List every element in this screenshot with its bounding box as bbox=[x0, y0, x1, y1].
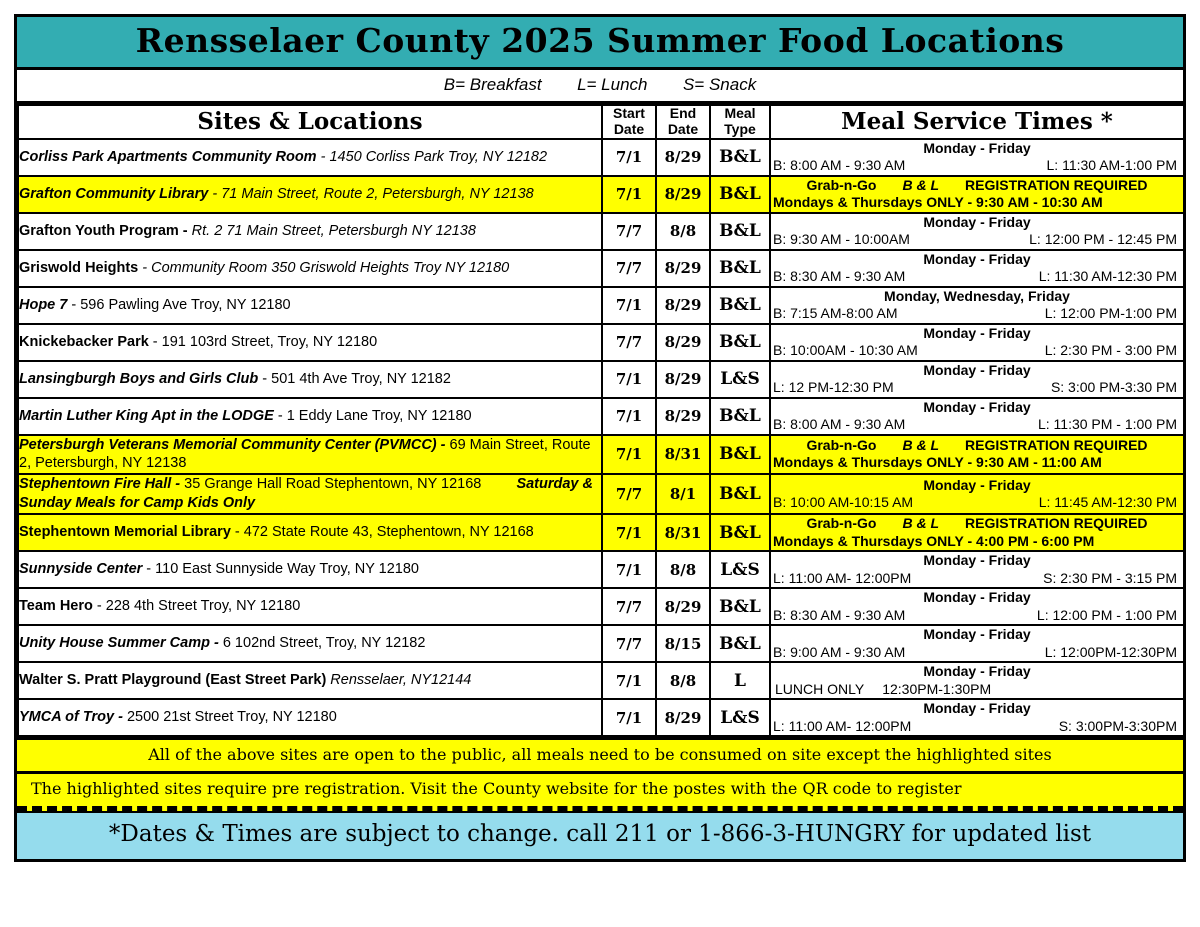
service-days: Monday - Friday bbox=[923, 213, 1031, 230]
end-date-cell: 8/29 bbox=[656, 176, 710, 213]
service-times-row bbox=[771, 157, 1183, 175]
grab-n-go-label: Grab-n-Go bbox=[806, 515, 877, 532]
service-time-right: L: 11:45 AM-12:30 PM bbox=[1038, 494, 1177, 511]
start-date-cell: 7/1 bbox=[602, 662, 656, 699]
service-time-right: L: 11:30 PM - 1:00 PM bbox=[1037, 416, 1177, 433]
service-time-right: L: 11:30 AM-1:00 PM bbox=[1046, 157, 1177, 174]
site-address: - 71 Main Street, Route 2, Petersburgh, NY 12138 bbox=[208, 185, 534, 202]
site-cell bbox=[18, 176, 602, 213]
end-date-cell: 8/29 bbox=[656, 287, 710, 324]
site-cell bbox=[18, 139, 602, 176]
meal-times-cell bbox=[770, 625, 1184, 662]
meal-type-cell: B&L bbox=[710, 514, 770, 551]
service-time-left: B: 8:30 AM - 9:30 AM bbox=[773, 606, 906, 623]
service-time-right: S: 2:30 PM - 3:15 PM bbox=[1043, 569, 1177, 586]
site-name: YMCA of Troy - bbox=[19, 709, 127, 726]
meal-type-cell: L&S bbox=[710, 699, 770, 736]
meal-type-cell: B&L bbox=[710, 139, 770, 176]
end-date-line1: End bbox=[669, 105, 697, 122]
start-date-cell: 7/1 bbox=[602, 287, 656, 324]
service-time-left: B: 10:00AM - 10:30 AM bbox=[773, 342, 918, 359]
service-days: Monday, Wednesday, Friday bbox=[884, 287, 1070, 304]
page-title: Rensselaer County 2025 Summer Food Locations bbox=[135, 21, 1065, 60]
site-cell bbox=[18, 514, 602, 551]
site-name: Grafton Community Library bbox=[19, 185, 209, 202]
start-date-cell: 7/1 bbox=[602, 139, 656, 176]
meal-codes-label: B & L bbox=[902, 436, 940, 453]
end-date-cell: 8/29 bbox=[656, 398, 710, 435]
column-header-meal-service-times: Meal Service Times * bbox=[770, 105, 1184, 138]
service-days: Monday - Friday bbox=[923, 700, 1031, 717]
end-date-cell: 8/29 bbox=[656, 250, 710, 287]
site-cell bbox=[18, 662, 602, 699]
site-address: 6 102nd Street, Troy, NY 12182 bbox=[222, 635, 426, 652]
service-days-times: Mondays & Thursdays ONLY - 4:00 PM - 6:00 PM bbox=[773, 532, 1095, 549]
meal-times-cell bbox=[770, 662, 1184, 699]
table-row bbox=[18, 588, 1184, 625]
service-days: Monday - Friday bbox=[923, 139, 1031, 156]
site-cell bbox=[18, 361, 602, 398]
service-times-row bbox=[771, 416, 1183, 434]
meal-type-cell: B&L bbox=[710, 625, 770, 662]
site-address: - 191 103rd Street, Troy, NY 12180 bbox=[148, 333, 378, 350]
service-days: Monday - Friday bbox=[923, 324, 1031, 341]
site-address: 35 Grange Hall Road Stephentown, NY 12168 bbox=[184, 476, 482, 493]
site-cell bbox=[18, 213, 602, 250]
start-date-cell: 7/1 bbox=[602, 176, 656, 213]
service-days: Monday - Friday bbox=[923, 398, 1031, 415]
service-times-row bbox=[771, 305, 1183, 323]
meal-times-cell bbox=[770, 139, 1184, 176]
meal-times-cell bbox=[770, 699, 1184, 736]
lunch-only-line bbox=[771, 681, 1183, 699]
start-date-line1: Start bbox=[613, 105, 645, 122]
start-date-cell: 7/1 bbox=[602, 435, 656, 475]
registration-required-label: REGISTRATION REQUIRED bbox=[965, 176, 1148, 193]
start-date-cell: 7/1 bbox=[602, 361, 656, 398]
service-time-right: L: 2:30 PM - 3:00 PM bbox=[1044, 342, 1177, 359]
service-days: Monday - Friday bbox=[923, 552, 1031, 569]
service-days-times: Mondays & Thursdays ONLY - 9:30 AM - 11:00 AM bbox=[773, 454, 1102, 471]
service-time-left: L: 11:00 AM- 12:00PM bbox=[773, 569, 912, 586]
service-times-row bbox=[771, 570, 1183, 588]
end-date-cell: 8/29 bbox=[656, 699, 710, 736]
site-address: - 472 State Route 43, Stephentown, NY 12168 bbox=[230, 524, 534, 541]
meal-type-cell: L&S bbox=[710, 361, 770, 398]
grab-n-go-label: Grab-n-Go bbox=[806, 176, 877, 193]
site-name: Stephentown Fire Hall - bbox=[19, 476, 185, 493]
start-date-cell: 7/7 bbox=[602, 324, 656, 361]
end-date-line2: Date bbox=[667, 120, 699, 137]
site-address: - 501 4th Ave Troy, NY 12182 bbox=[258, 370, 451, 387]
table-row bbox=[18, 213, 1184, 250]
table-row bbox=[18, 474, 1184, 514]
table-row bbox=[18, 435, 1184, 475]
table-row bbox=[18, 398, 1184, 435]
meal-times-cell bbox=[770, 213, 1184, 250]
table-row bbox=[18, 551, 1184, 588]
end-date-cell: 8/29 bbox=[656, 588, 710, 625]
table-row bbox=[18, 324, 1184, 361]
start-date-cell: 7/1 bbox=[602, 551, 656, 588]
service-times-row bbox=[771, 644, 1183, 662]
start-date-cell: 7/7 bbox=[602, 213, 656, 250]
service-times-row bbox=[771, 231, 1183, 249]
end-date-cell: 8/8 bbox=[656, 662, 710, 699]
table-row bbox=[18, 139, 1184, 176]
site-cell bbox=[18, 324, 602, 361]
meal-codes-label: B & L bbox=[902, 515, 940, 532]
grab-n-go-line bbox=[771, 177, 1183, 195]
site-name: Team Hero bbox=[19, 598, 93, 615]
legend-bar bbox=[17, 70, 1183, 104]
meal-type-cell: B&L bbox=[710, 474, 770, 514]
start-date-cell: 7/7 bbox=[602, 474, 656, 514]
meal-type-cell: B&L bbox=[710, 324, 770, 361]
site-address: - 1 Eddy Lane Troy, NY 12180 bbox=[273, 407, 472, 424]
site-note-right: Saturday & bbox=[516, 476, 593, 493]
end-date-cell: 8/8 bbox=[656, 551, 710, 588]
service-time-left: B: 9:30 AM - 10:00AM bbox=[773, 231, 910, 248]
service-time-right: S: 3:00PM-3:30PM bbox=[1058, 717, 1177, 734]
end-date-cell: 8/1 bbox=[656, 474, 710, 514]
meal-type-cell: B&L bbox=[710, 435, 770, 475]
meal-type-cell: B&L bbox=[710, 588, 770, 625]
service-times-row bbox=[771, 379, 1183, 397]
service-days: Monday - Friday bbox=[923, 626, 1031, 643]
start-date-cell: 7/1 bbox=[602, 514, 656, 551]
service-times-row bbox=[771, 342, 1183, 360]
site-name: Corliss Park Apartments Community Room bbox=[19, 148, 317, 165]
footer-disclaimer-bar bbox=[17, 811, 1183, 859]
table-row bbox=[18, 662, 1184, 699]
meal-times-cell bbox=[770, 324, 1184, 361]
site-cell bbox=[18, 398, 602, 435]
service-days-times: Mondays & Thursdays ONLY - 9:30 AM - 10:30 AM bbox=[773, 194, 1103, 211]
site-name: Griswold Heights bbox=[19, 259, 139, 276]
meal-times-cell bbox=[770, 398, 1184, 435]
end-date-cell: 8/29 bbox=[656, 139, 710, 176]
site-cell bbox=[18, 699, 602, 736]
end-date-cell: 8/29 bbox=[656, 361, 710, 398]
end-date-cell: 8/8 bbox=[656, 213, 710, 250]
legend-lunch: L= Lunch bbox=[577, 75, 648, 95]
site-address: Rensselaer, NY12144 bbox=[326, 672, 472, 689]
start-date-cell: 7/1 bbox=[602, 699, 656, 736]
lunch-only-label: LUNCH ONLY bbox=[775, 680, 865, 697]
site-address: - 228 4th Street Troy, NY 12180 bbox=[92, 598, 301, 615]
table-header-row bbox=[18, 105, 1184, 138]
legend-breakfast: B= Breakfast bbox=[443, 75, 542, 95]
schedule-body bbox=[18, 139, 1184, 736]
site-cell bbox=[18, 588, 602, 625]
site-name: Unity House Summer Camp - bbox=[19, 635, 223, 652]
site-cell bbox=[18, 250, 602, 287]
meal-times-cell bbox=[770, 474, 1184, 514]
meal-times-cell bbox=[770, 514, 1184, 551]
site-address: - 110 East Sunnyside Way Troy, NY 12180 bbox=[142, 561, 419, 578]
site-name: Stephentown Memorial Library bbox=[19, 524, 231, 541]
grab-n-go-line bbox=[771, 437, 1183, 455]
table-row bbox=[18, 514, 1184, 551]
meal-times-cell bbox=[770, 435, 1184, 475]
service-time-left: L: 12 PM-12:30 PM bbox=[773, 379, 894, 396]
grab-n-go-line bbox=[771, 515, 1183, 533]
meal-times-cell bbox=[770, 250, 1184, 287]
meal-type-cell: B&L bbox=[710, 213, 770, 250]
footer-disclaimer: *Dates & Times are subject to change. call 211 or 1-866-3-HUNGRY for updated list bbox=[108, 820, 1092, 847]
site-name: Knickebacker Park bbox=[19, 333, 149, 350]
site-address: - Community Room 350 Griswold Heights Troy NY 12180 bbox=[138, 259, 510, 276]
site-address: 2500 21st Street Troy, NY 12180 bbox=[126, 709, 337, 726]
site-cell bbox=[18, 551, 602, 588]
service-days: Monday - Friday bbox=[923, 589, 1031, 606]
end-date-cell: 8/29 bbox=[656, 324, 710, 361]
service-time-left: B: 8:00 AM - 9:30 AM bbox=[773, 157, 906, 174]
service-time-right: L: 12:00 PM - 12:45 PM bbox=[1029, 231, 1177, 248]
start-date-cell: 7/1 bbox=[602, 398, 656, 435]
meal-type-cell: L&S bbox=[710, 551, 770, 588]
legend bbox=[17, 75, 1183, 95]
site-name: Grafton Youth Program - bbox=[19, 222, 192, 239]
site-address: Rt. 2 71 Main Street, Petersburgh NY 12138 bbox=[191, 222, 476, 239]
table-row bbox=[18, 250, 1184, 287]
table-row bbox=[18, 699, 1184, 736]
column-header-meal-type bbox=[710, 105, 770, 138]
site-cell bbox=[18, 625, 602, 662]
meal-type-cell: B&L bbox=[710, 287, 770, 324]
service-time-left: B: 7:15 AM-8:00 AM bbox=[773, 305, 898, 322]
meal-type-cell: B&L bbox=[710, 398, 770, 435]
table-row bbox=[18, 361, 1184, 398]
site-name: Lansingburgh Boys and Girls Club bbox=[19, 370, 259, 387]
registration-required-label: REGISTRATION REQUIRED bbox=[965, 436, 1148, 453]
service-time-left: B: 8:00 AM - 9:30 AM bbox=[773, 416, 906, 433]
table-row bbox=[18, 176, 1184, 213]
meal-type-line1: Meal bbox=[724, 105, 756, 122]
footer-note-public: All of the above sites are open to the public, all meals need to be consumed on site except the highlighted sites bbox=[17, 737, 1183, 771]
meal-type-line2: Type bbox=[724, 120, 756, 137]
service-time-right: L: 11:30 AM-12:30 PM bbox=[1038, 268, 1177, 285]
meal-codes-label: B & L bbox=[902, 176, 940, 193]
end-date-cell: 8/31 bbox=[656, 435, 710, 475]
end-date-cell: 8/15 bbox=[656, 625, 710, 662]
site-name: Hope 7 bbox=[19, 296, 68, 313]
meal-times-cell bbox=[770, 551, 1184, 588]
column-header-end-date bbox=[656, 105, 710, 138]
lunch-time: 12:30PM-1:30PM bbox=[882, 680, 992, 697]
site-name: Sunnyside Center bbox=[19, 561, 143, 578]
service-time-left: B: 10:00 AM-10:15 AM bbox=[773, 494, 914, 511]
service-times-row bbox=[771, 268, 1183, 286]
service-time-right: L: 12:00 PM - 1:00 PM bbox=[1036, 606, 1177, 623]
table-row bbox=[18, 625, 1184, 662]
legend-snack: S= Snack bbox=[682, 75, 757, 95]
service-days: Monday - Friday bbox=[923, 663, 1031, 680]
table-row bbox=[18, 287, 1184, 324]
site-address: 69 Main Street, Route 2, Petersburgh, NY 12138 bbox=[19, 436, 591, 472]
end-date-cell: 8/31 bbox=[656, 514, 710, 551]
service-time-left: B: 9:00 AM - 9:30 AM bbox=[773, 643, 906, 660]
flyer-container bbox=[14, 14, 1186, 862]
meal-times-cell bbox=[770, 176, 1184, 213]
service-time-left: B: 8:30 AM - 9:30 AM bbox=[773, 268, 906, 285]
site-note-second-line: Sunday Meals for Camp Kids Only bbox=[19, 495, 256, 512]
service-time-right: L: 12:00PM-12:30PM bbox=[1044, 643, 1177, 660]
column-header-start-date bbox=[602, 105, 656, 138]
start-date-cell: 7/7 bbox=[602, 625, 656, 662]
service-days: Monday - Friday bbox=[923, 361, 1031, 378]
start-date-cell: 7/7 bbox=[602, 588, 656, 625]
site-name: Walter S. Pratt Playground (East Street Park) bbox=[19, 672, 327, 689]
site-name: Petersburgh Veterans Memorial Community Center (PVMCC) - bbox=[19, 436, 450, 453]
column-header-sites: Sites & Locations bbox=[18, 105, 602, 138]
meal-times-cell bbox=[770, 588, 1184, 625]
start-date-line2: Date bbox=[613, 120, 645, 137]
site-address: - 596 Pawling Ave Troy, NY 12180 bbox=[67, 296, 291, 313]
meal-times-cell bbox=[770, 287, 1184, 324]
service-time-right: S: 3:00 PM-3:30 PM bbox=[1050, 379, 1177, 396]
site-cell bbox=[18, 287, 602, 324]
site-cell bbox=[18, 435, 602, 475]
site-cell bbox=[18, 474, 602, 514]
title-bar bbox=[17, 17, 1183, 70]
footer-note-registration: The highlighted sites require pre registration. Visit the County website for the postes with the QR code to register bbox=[17, 771, 1183, 805]
site-address: - 1450 Corliss Park Troy, NY 12182 bbox=[316, 148, 548, 165]
registration-required-label: REGISTRATION REQUIRED bbox=[965, 515, 1148, 532]
service-times-row bbox=[771, 607, 1183, 625]
meal-times-cell bbox=[770, 361, 1184, 398]
grab-n-go-label: Grab-n-Go bbox=[806, 436, 877, 453]
meal-type-cell: L bbox=[710, 662, 770, 699]
service-times-row bbox=[771, 494, 1183, 512]
service-days: Monday - Friday bbox=[923, 250, 1031, 267]
start-date-cell: 7/7 bbox=[602, 250, 656, 287]
service-days: Monday - Friday bbox=[923, 476, 1031, 493]
site-name: Martin Luther King Apt in the LODGE bbox=[19, 407, 274, 424]
service-time-left: L: 11:00 AM- 12:00PM bbox=[773, 717, 912, 734]
schedule-table bbox=[17, 104, 1185, 737]
service-time-right: L: 12:00 PM-1:00 PM bbox=[1044, 305, 1177, 322]
meal-type-cell: B&L bbox=[710, 176, 770, 213]
meal-type-cell: B&L bbox=[710, 250, 770, 287]
service-times-row bbox=[771, 718, 1183, 736]
